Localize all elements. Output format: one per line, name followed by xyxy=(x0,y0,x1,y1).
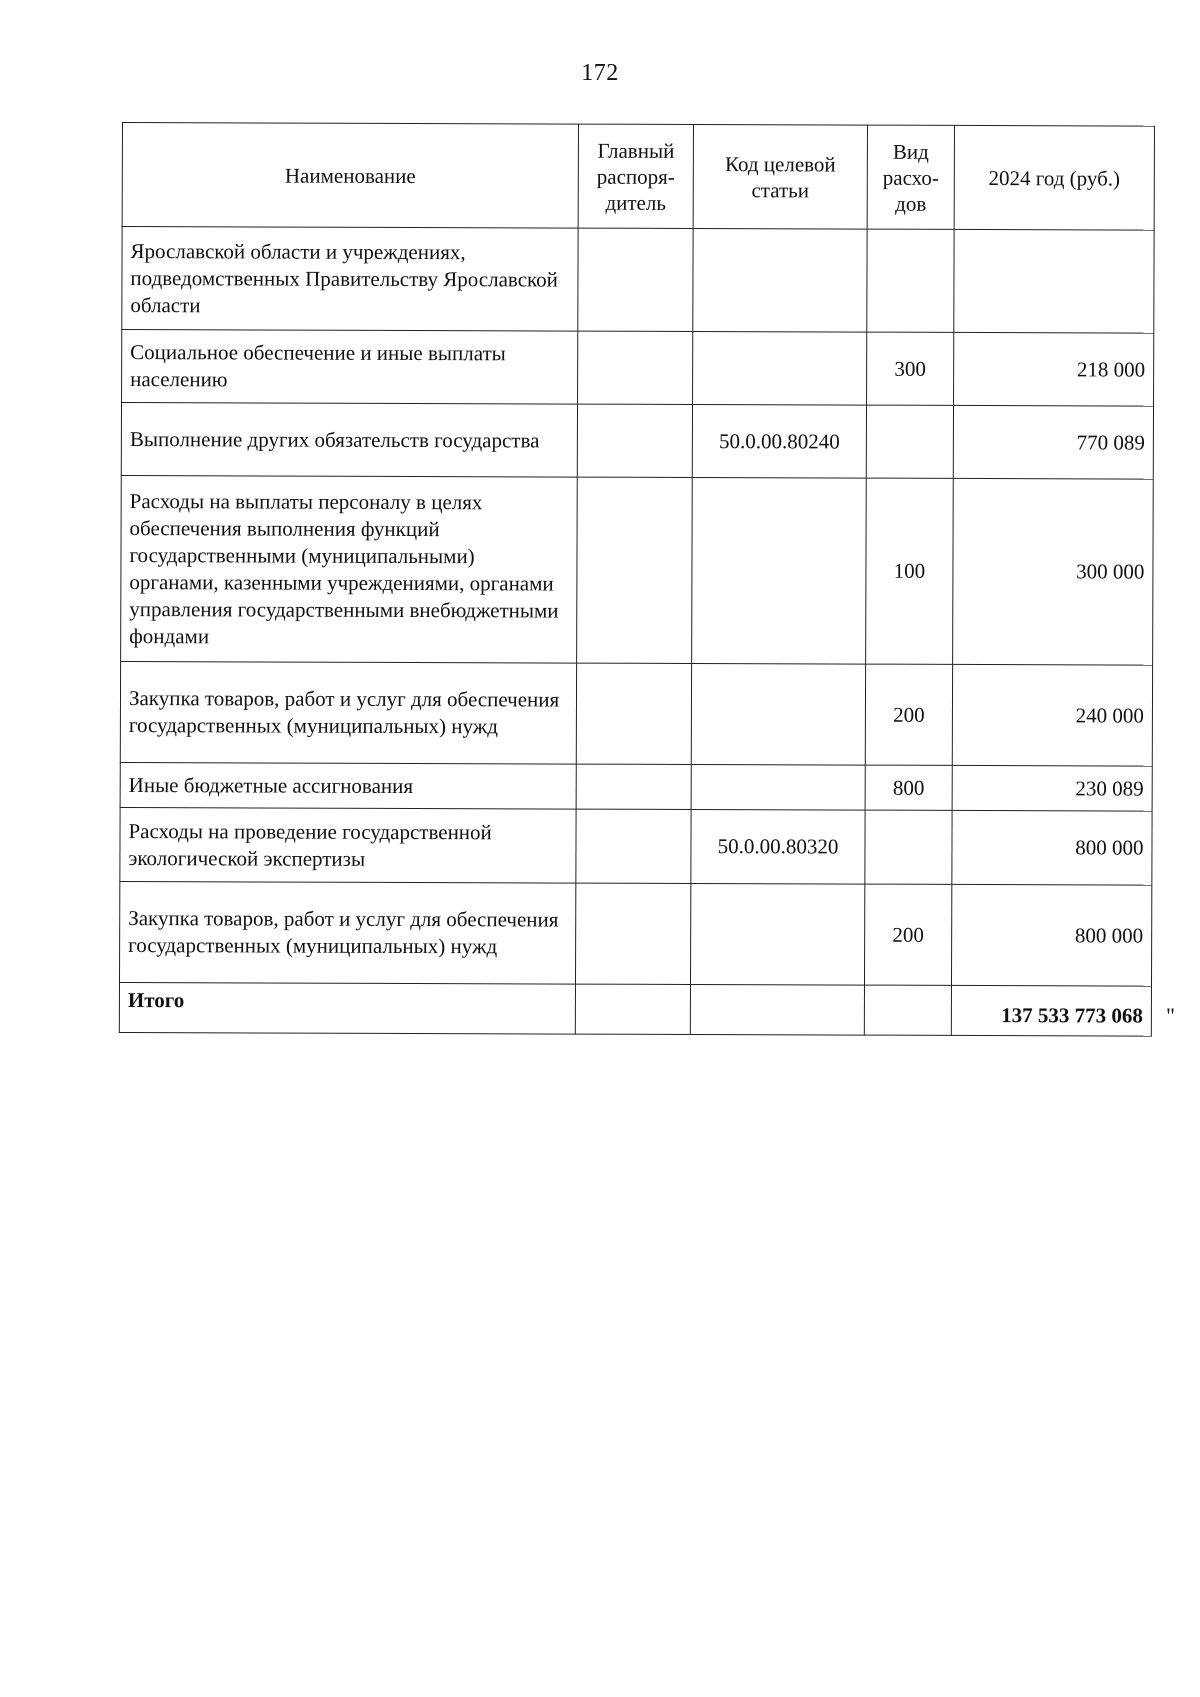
total-main-empty xyxy=(575,984,690,1034)
row-vid: 200 xyxy=(864,884,951,985)
row-sum: 230 089 xyxy=(952,765,1152,811)
total-vid-empty xyxy=(864,985,951,1035)
budget-table xyxy=(119,122,1155,1037)
row-sum: 800 000 xyxy=(952,810,1152,885)
row-main xyxy=(577,404,692,477)
row-code xyxy=(690,883,864,985)
row-code xyxy=(693,331,867,405)
row-main xyxy=(576,663,691,764)
row-sum: 240 000 xyxy=(952,664,1152,766)
table-row xyxy=(122,227,1154,334)
row-vid: 800 xyxy=(865,765,952,810)
row-code xyxy=(691,663,865,765)
row-code xyxy=(692,477,867,664)
row-name: Социальное обеспечение и иные выплаты населению xyxy=(122,330,578,405)
row-name: Расходы на выплаты персоналу в целях обеспечения выполнения функций государственными (муниципальными) органами, казенными учреждениями, органами управления государственными внебюджетными фондами xyxy=(121,475,578,663)
closing-quote: " xyxy=(1166,1003,1175,1028)
row-code: 50.0.00.80320 xyxy=(691,809,865,884)
row-main xyxy=(576,809,691,883)
row-vid xyxy=(866,405,953,478)
table-row xyxy=(120,807,1152,885)
row-name: Расходы на проведение государственной экологической экспертизы xyxy=(120,807,576,883)
row-vid: 100 xyxy=(866,478,954,664)
row-main xyxy=(578,228,693,331)
row-name: Закупка товаров, работ и услуг для обеспечения государственных (муниципальных) нужд xyxy=(120,661,576,764)
row-name: Закупка товаров, работ и услуг для обеспечения государственных (муниципальных) нужд xyxy=(119,881,575,984)
row-code xyxy=(693,228,867,332)
table-row xyxy=(119,881,1151,986)
page-number: 172 xyxy=(581,60,619,86)
table-header-row xyxy=(122,123,1154,231)
row-sum: 300 000 xyxy=(953,478,1154,665)
row-name: Ярославской области и учреждениях, подведомственных Правительству Ярославской области xyxy=(122,227,578,332)
total-code-empty xyxy=(690,984,864,1035)
header-sum: 2024 год (руб.) xyxy=(954,125,1154,230)
row-name: Иные бюджетные ассигнования xyxy=(120,762,576,809)
total-row xyxy=(119,982,1151,1036)
total-label: Итого xyxy=(119,982,575,1034)
row-main xyxy=(578,331,693,404)
row-main xyxy=(576,764,691,809)
row-vid xyxy=(865,810,952,884)
header-vid: Вид расхо-дов xyxy=(867,125,954,229)
row-sum: 800 000 xyxy=(951,884,1151,986)
row-vid: 300 xyxy=(867,332,954,405)
row-vid xyxy=(867,229,954,332)
header-code: Код целевой статьи xyxy=(693,124,867,229)
table-row xyxy=(120,762,1152,811)
row-code xyxy=(691,764,865,810)
row-name: Выполнение других обязательств государства xyxy=(121,403,577,478)
row-sum xyxy=(954,229,1154,333)
row-main xyxy=(577,477,693,663)
header-name: Наименование xyxy=(122,123,578,229)
table-row xyxy=(121,475,1154,665)
total-sum: 137 533 773 068 xyxy=(951,985,1151,1036)
row-code: 50.0.00.80240 xyxy=(692,404,866,478)
row-sum: 218 000 xyxy=(954,332,1154,406)
table-row xyxy=(122,330,1154,407)
header-main-manager: Главный распоря-дитель xyxy=(578,124,693,228)
table-row xyxy=(120,661,1152,766)
row-main xyxy=(575,883,690,984)
row-sum: 770 089 xyxy=(953,405,1153,479)
row-vid: 200 xyxy=(865,664,952,765)
table-row xyxy=(121,403,1153,480)
